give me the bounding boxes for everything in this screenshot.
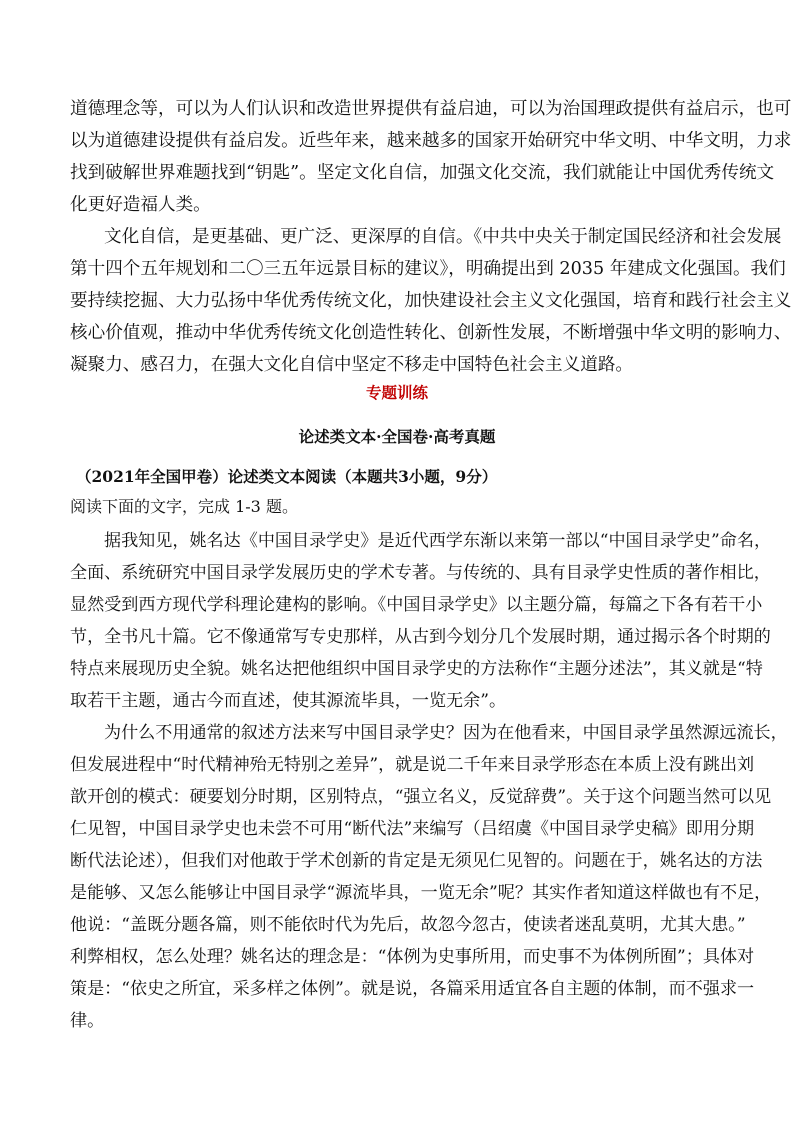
intro-p1-line: 找到破解世界难题找到“钥匙”。坚定文化自信，加强文化交流，我们就能让中国优秀传统文 xyxy=(70,163,775,183)
intro-p2-line: 要持续挖掘、大力弘扬中华优秀传统文化，加快建设社会主义文化强国，培育和践行社会主义 xyxy=(70,291,792,311)
passage-p2-line: 仁见智，中国目录学史也未尝不可用“断代法”来编写（吕绍虞《中国目录学史稿》即用分期 xyxy=(70,819,755,839)
intro-p2-line: 第十四个五年规划和二〇三五年远景目标的建议》，明确提出到 2035 年建成文化强国。我们 xyxy=(70,259,786,279)
intro-p2-line: 凝聚力、感召力，在强大文化自信中坚定不移走中国特色社会主义道路。 xyxy=(70,355,634,375)
section-title: 专题训练 xyxy=(365,383,428,402)
subsection-title: 论述类文本·全国卷·高考真题 xyxy=(298,427,496,446)
intro-p1-line: 道德理念等，可以为人们认识和改造世界提供有益启迪，可以为治国理政提供有益启示，也可 xyxy=(70,99,792,119)
passage-p1-line: 节，全书凡十篇。它不像通常写专史那样，从古到今划分几个发展时期，通过揭示各个时期的 xyxy=(70,627,771,647)
passage-p2-line: 断代法论述），但我们对他敢于学术创新的肯定是无须见仁见智的。问题在于，姚名达的方法 xyxy=(70,851,763,871)
intro-p2-line: 文化自信，是更基础、更广泛、更深厚的自信。《中共中央关于制定国民经济和社会发展 xyxy=(104,227,782,247)
passage-p2-line: 但发展进程中“时代精神殆无特别之差异”，就是说二千年来目录学形态在本质上没有跳出刘 xyxy=(70,755,755,775)
intro-p1-line: 以为道德建设提供有益启发。近些年来，越来越多的国家开始研究中华文明、中华文明，力求 xyxy=(70,131,792,151)
passage-p1-line: 据我知见，姚名达《中国目录学史》是近代西学东渐以来第一部以“中国目录学史”命名， xyxy=(104,531,772,551)
passage-p2-line: 策是：“依史之所宜，采多样之体例”。就是说，各篇采用适宜各自主题的体制，而不强求一 xyxy=(70,979,755,999)
passage-p2-line: 利弊相权，怎么处理？姚名达的理念是：“体例为史事所用，而史事不为体例所囿”；具体对 xyxy=(70,947,755,967)
passage-p2-line: 他说：“盖既分题各篇，则不能依时代为先后，故忽今忽古，使读者迷乱莫明，尤其大患。” xyxy=(70,915,746,935)
passage-p2-line: 为什么不用通常的叙述方法来写中国目录学史？因为在他看来，中国目录学虽然源远流长， xyxy=(104,723,788,743)
passage-p2-line: 歆开创的模式：硬要划分时期，区别特点，“强立名义，反觉辞费”。关于这个问题当然可以见 xyxy=(70,787,772,807)
passage-p2-line: 律。 xyxy=(70,1011,105,1031)
passage-p1-line: 取若干主题，通古今而直述，使其源流毕具，一览无余”。 xyxy=(70,691,507,711)
passage-p1-line: 显然受到西方现代学科理论建构的影响。《中国目录学史》以主题分篇，每篇之下各有若干小 xyxy=(70,595,763,615)
intro-p1-line: 化更好造福人类。 xyxy=(70,195,211,215)
question-instruction: 阅读下面的文字，完成 1-3 题。 xyxy=(70,497,298,516)
passage-p1-line: 特点来展现历史全貌。姚名达把他组织中国目录学史的方法称作“主题分述法”，其义就是“特 xyxy=(70,659,763,679)
passage-p2-line: 是能够、又怎么能够让中国目录学“源流毕具，一览无余”呢？其实作者知道这样做也有不足， xyxy=(70,883,772,903)
question-heading: （2021年全国甲卷）论述类文本阅读（本题共3小题，9分） xyxy=(76,467,498,486)
intro-p2-line: 核心价值观，推动中华优秀传统文化创造性转化、创新性发展，不断增强中华文明的影响力、 xyxy=(70,323,792,343)
passage-p1-line: 全面、系统研究中国目录学发展历史的学术专著。与传统的、具有目录学史性质的著作相比， xyxy=(70,563,771,583)
